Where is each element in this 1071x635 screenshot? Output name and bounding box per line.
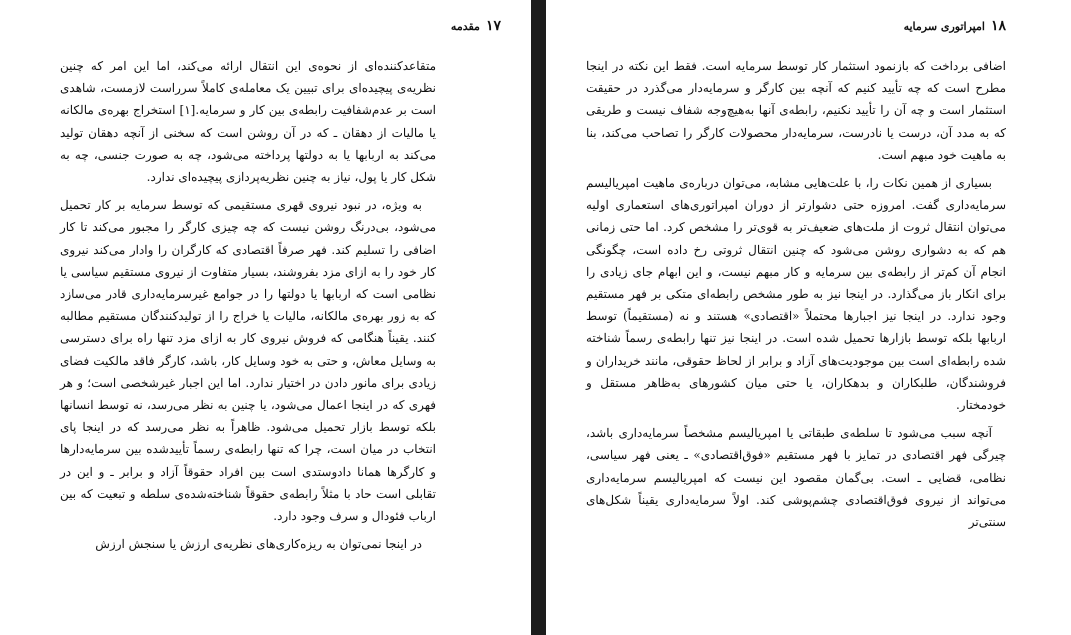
- right-page-body: [586, 55, 1006, 539]
- right-page: [546, 0, 1071, 635]
- book-gutter: [531, 0, 546, 635]
- right-page-number: ۱۸: [990, 18, 1006, 34]
- left-page: [0, 0, 531, 635]
- left-paragraph-3: در اینجا نمی‌توان به ریزه‌کاری‌های نظریه‌ی ارزش یا سنجش ارزش: [95, 537, 422, 552]
- left-paragraph-1: متقاعدکننده‌ای از نحوه‌ی این انتقال ارائه می‌کند، اما این امر که چنین نظریه‌ی پیچیده‌ای برای تبیین یک معامله‌ی کاملاً سرراست لازمست، شاهدی است بر عدم‌شفافیت رابطه‌ی بین کار و سرمایه.[۱] استخراج بهره‌ی مالکانه یا مالیات از دهقان ـ که در آن روشن است که سخنی از آنچه دهقان تولید می‌کند به اربابها یا به دولتها پرداخته می‌شود، چه به صورت جنسی، چه به شکل کار یا پول، نیاز به چنین نظریه‌پردازی پیچیده‌ای ندارد.: [60, 59, 436, 185]
- left-header-group: [451, 18, 501, 34]
- left-running-title: مقدمه: [450, 19, 480, 33]
- right-page-header: [586, 16, 1006, 36]
- right-paragraph-1: اضافی برداخت که بازنمود استثمار کار توسط سرمایه است. فقط این نکته در اینجا مطرح است که چه تأیید کنیم که آنچه بین کارگر و سرمایه‌دار می‌گذرد در حقیقت استثمار است و چه آن را تأیید نکنیم، رابطه‌ی آنها به‌هیچ‌وجه شفاف نیست و طریقی که به مدد آن، درست یا نادرست، سرمایه‌دار محصولات کارگر را تصاحب می‌کند، بنا به ماهیت خود مبهم است.: [586, 59, 1007, 162]
- left-page-number: ۱۷: [485, 18, 501, 34]
- right-running-title: امپراتوری سرمایه: [903, 19, 985, 33]
- right-paragraph-3: آنچه سبب می‌شود تا سلطه‌ی طبقاتی یا امپریالیسم مشخصاً سرمایه‌داری باشد، چیرگی فهر اقتصادی در تمایز با فهر مستقیم «فوق‌اقتصادی» ـ یعنی فهر سیاسی، نظامی، قضایی ـ است. بی‌گمان مقصود این نیست که امپریالیسم سرمایه‌داری می‌تواند از نیروی فوق‌اقتصادی چشم‌پوشی کند. اولاً سرمایه‌داری یقیناً شکل‌های سنتی‌تر: [586, 426, 1006, 530]
- right-header-group: [904, 18, 1006, 34]
- left-page-header: [90, 16, 501, 36]
- right-paragraph-2: بسیاری از همین نکات را، با علت‌هایی مشابه، می‌توان درباره‌ی ماهیت امپریالیسم سرمایه‌داری گفت. امروزه حتی دشوارتر از دوران امپراتوری‌های استعماری اولیه می‌توان انتقال ثروت از ملت‌های ضعیف‌تر به قوی‌تر را مشخص کرد. اما حتی زمانی هم که به دشواری روشن می‌شود که چنین انتقال ثروتی رخ داده است، چگونگی انجام آن کم‌تر از رابطه‌ی بین سرمایه و کار مبهم نیست، و این ابهام جای زیادی را برای انکار باز می‌گذارد. در اینجا نیز به طور مشخص رابطه‌ای متکی بر فهر مستقیم وجود ندارد. در اینجا نیز اجبارها محتملاً «اقتصادی» هستند و نه (مستقیماً) توسط اربابها بلکه توسط بازارها تحمیل شده است. در اینجا نیز تنها رابطه‌ی رسماً شناخته شده رابطه‌ای است بین موجودیت‌های آزاد و برابر از لحاظ حقوقی، مانند خریداران و فروشندگان، طلبکاران و بدهکاران، یا حتی میان کشورهای به‌ظاهر مستقل و خودمختار.: [586, 176, 1007, 413]
- left-paragraph-2: به ویژه، در نبود نیروی قهری مستقیمی که توسط سرمایه بر کار تحمیل می‌شود، بی‌درنگ روشن نیست که چه چیزی کارگر را مجبور می‌کند تا کار اضافی را تسلیم کند. فهر صرفاً اقتصادی که کارگران را وادار می‌کند نیروی کار خود را به ازای مزد بفروشند، بسیار متفاوت از نیروی مستقیم سیاسی یا نظامی است که اربابها یا دولتها را در جوامع غیرسرمایه‌داری قادر می‌سازد که به زور بهره‌ی مالکانه، مالیات یا خراج را از تولیدکنندگان مستقیم مطالبه کنند. یقیناً هنگامی که فروش نیروی کار به ازای مزد تنها راه برای دسترسی به وسایل معاش، و حتی به خود وسایل کار، باشد، کارگر فاقد مالکیت فضای زیادی برای مانور دادن در اختیار ندارد. اما این اجبار غیرشخصی است؛ و هر فهری که در اینجا اعمال می‌شود، یا چنین به نظر می‌رسد، نه توسط انسانها بلکه توسط بازار تحمیل می‌شود. ظاهراً به نظر می‌رسد که در اینجا پای انتخاب در میان است، چرا که تنها رابطه‌ی رسماً تأییدشده بین سرمایه‌دارها و کارگرها همانا دادوستدی است بین افراد حقوقاً آزاد و برابر ـ و این در تقابلی است حاد با مثلاً رابطه‌ی حقوقاً شناخته‌شده‌ی سلطه و تبعیت که بین ارباب فئودال و سرف وجود دارد.: [60, 198, 436, 524]
- left-page-body: [60, 55, 436, 561]
